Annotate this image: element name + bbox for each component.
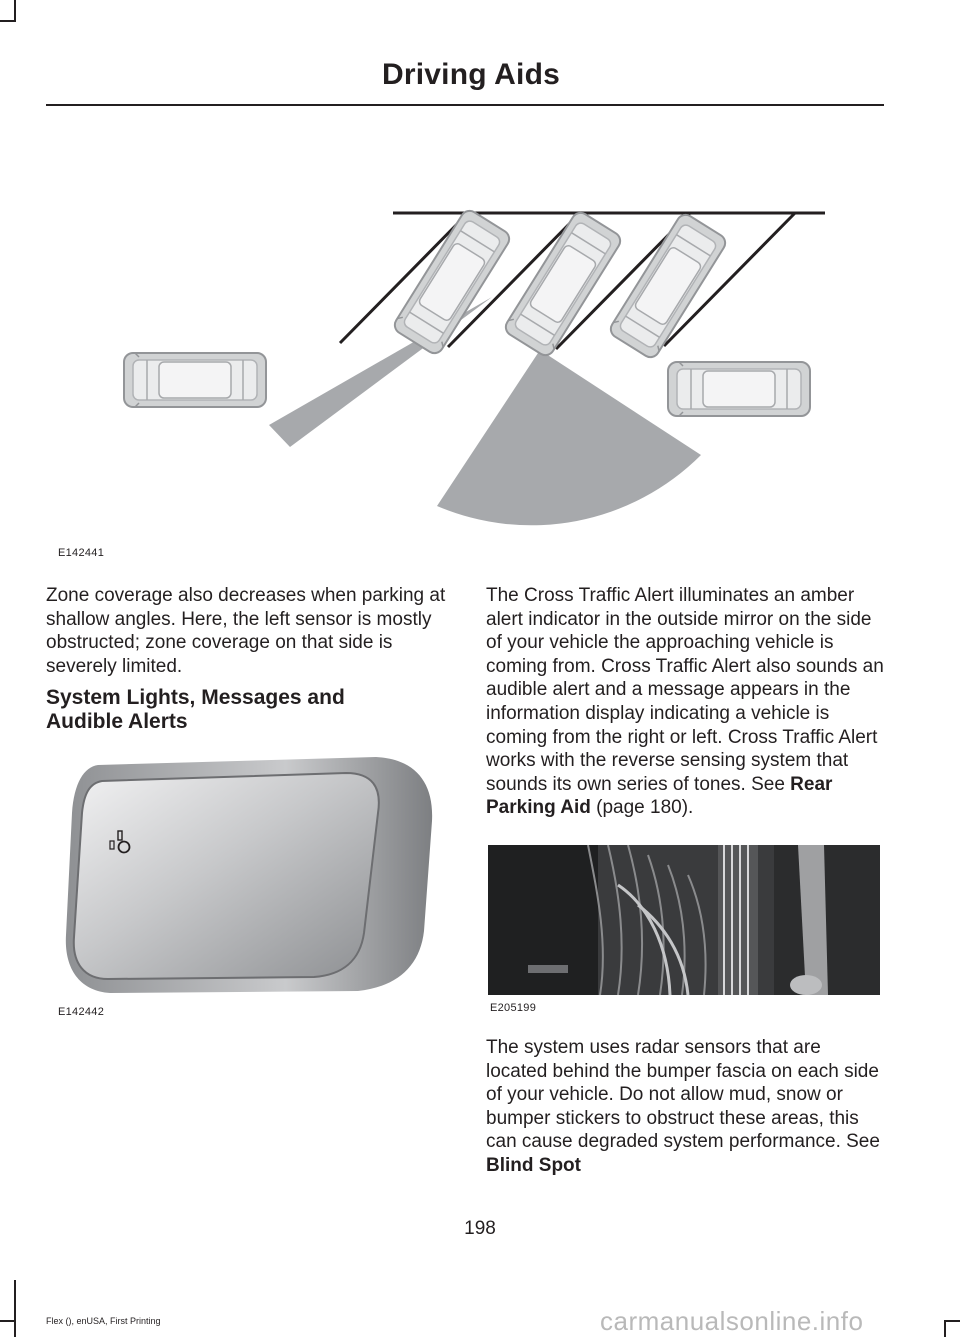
page-reference: (page 180). xyxy=(590,797,694,819)
footer-edition: Flex (), enUSA, First Printing xyxy=(46,1316,161,1326)
crop-mark xyxy=(944,1320,960,1322)
page-title: Driving Aids xyxy=(382,58,560,91)
cross-reference-link[interactable]: Rear Parking Aid xyxy=(486,773,833,819)
passing-car-right xyxy=(668,362,810,416)
paragraph xyxy=(486,1036,886,1178)
crop-mark xyxy=(14,1280,16,1337)
angled-parking-diagram xyxy=(0,0,960,560)
page-number: 198 xyxy=(464,1218,496,1239)
crop-mark xyxy=(944,1320,946,1337)
parked-car xyxy=(502,209,623,358)
figure-code: E142442 xyxy=(58,1006,105,1018)
figure-code: E142441 xyxy=(58,547,105,559)
display-photo xyxy=(488,845,880,995)
mirror-glass xyxy=(74,773,379,979)
paragraph-text: The system uses radar sensors that are located behind the bumper fascia on each side of your vehicle. Do not allow mud, snow or bumper stickers to obstruct these areas, this can cause degraded system performance. See xyxy=(486,1037,880,1153)
section-heading: System Lights, Messages and Audible Alerts xyxy=(46,686,345,733)
paragraph xyxy=(486,584,886,820)
paragraph-text: The Cross Traffic Alert illuminates an amber alert indicator in the outside mirror on the side of your vehicle the approaching vehicle is coming from. Cross Traffic Alert also sounds an audible alert and a message appears in the information display indicating a vehicle is coming from the right or left. Cross Traffic Alert works with the reverse sensing system that sounds its own series of tones. See xyxy=(486,585,884,795)
crop-mark xyxy=(0,1320,16,1322)
passing-car-left xyxy=(124,353,266,407)
mirror-illustration xyxy=(46,755,456,1005)
watermark: carmanualsonline.info xyxy=(600,1306,864,1336)
parked-car xyxy=(607,211,728,360)
figure-code: E205199 xyxy=(490,1002,537,1014)
parked-car xyxy=(391,207,512,356)
paragraph: Zone coverage also decreases when parking at shallow angles. Here, the left sensor is mostly obstructed; zone coverage on that side is severely limited. xyxy=(46,585,446,677)
cross-reference-link[interactable]: Blind Spot xyxy=(486,1154,581,1176)
right-sensor-zone xyxy=(437,350,701,525)
